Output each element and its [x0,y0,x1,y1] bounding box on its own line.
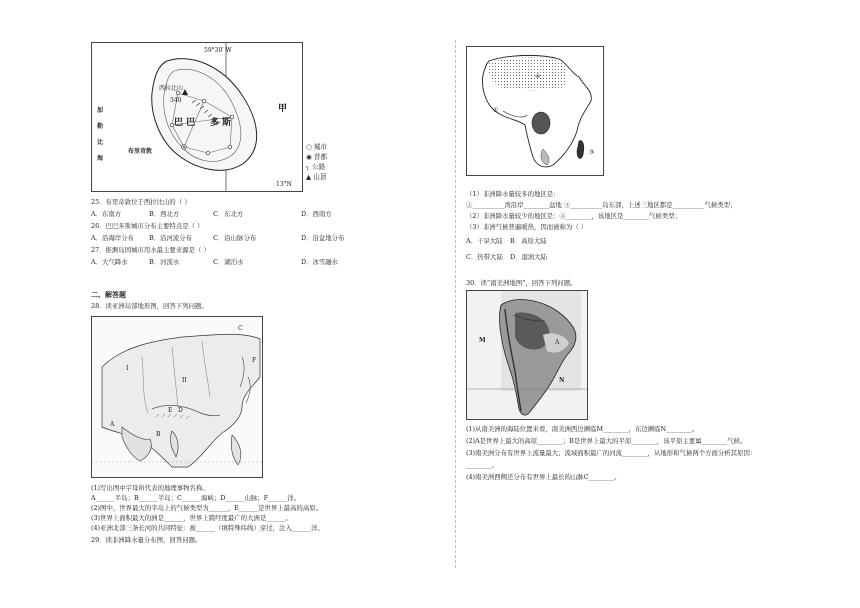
q25-option-a[interactable]: A．东南方 [91,210,122,218]
q26-option-b[interactable]: B．沿河流分布 [149,234,193,242]
q28-line-2: A______半岛；B______半岛；C______海峡；D______山脉；F______洋。 [91,494,301,502]
q29-option-d[interactable]: D．湿润大陆 [510,253,548,261]
q29-option-b[interactable]: B．高原大陆 [510,237,547,245]
q25-option-c[interactable]: C．东北方 [213,210,244,218]
q27-option-c[interactable]: C．湖泊水 [213,258,244,266]
q29-option-c[interactable]: C．热带大陆 [466,253,503,261]
africa-map [466,46,604,176]
section-heading: 二、解答题 [91,290,126,299]
q27-option-a[interactable]: A．大气降水 [91,258,128,266]
q28-line-4: (3)世界上面积最大的洲是______，世界上跨经度最广的大洲是______。 [91,514,292,522]
south-america-map-drawing [467,291,587,419]
asia-label-i: I [126,365,129,372]
town-label: 布里奇敦 [128,148,153,155]
country-name-right: 多 斯 [210,118,232,128]
sea-label-1: 加 [97,107,104,114]
q28-stem: 28．读亚洲局部地形图，回答下列问题。 [91,302,208,310]
q29-line-2: ①__________湾沿岸________盆地 ③__________岛东部，上述三地区都是__________气候类型； [466,201,737,209]
africa-map-drawing [467,47,603,175]
legend-item-road: ╮ 公路 [306,163,326,171]
q28-line-1: (1)写出图中字母所代表的地理事物名称。 [91,484,209,492]
q29-line-4: （3）非洲气候普遍暖热，因而被称为（ ） [466,223,588,231]
asia-map [91,316,263,478]
sea-label-2: 勒 [97,123,104,130]
sa-label-n: N [559,377,565,384]
sa-label-m: M [479,337,486,344]
q30-stem: 30．读“南美洲地图”，回答下列问题。 [466,279,577,287]
asia-label-c: C [238,325,243,332]
peak-height-label: 340 [170,97,182,104]
asia-label-a: A [110,421,115,428]
q30-line-5: (4)南美洲西侧还分布有世界上最长的山脉C________。 [466,473,621,481]
africa-label-4: ④ [535,73,541,80]
q30-line-2: (2)A是世界上最大的高原________；B是世界上最大的平原________，该平原主要属________气候。 [466,437,747,445]
capital-icon: ◉ [306,153,312,161]
sea-label-4: 海 [97,155,104,162]
asia-label-d: D [178,407,183,414]
asia-map-drawing [92,317,262,477]
africa-label-1: ① [493,107,499,114]
q30-line-4: ________。 [466,461,498,469]
q27-option-b[interactable]: B．河流水 [149,258,180,266]
q25-option-b[interactable]: B．西北方 [149,210,180,218]
road-icon: ╮ [306,163,310,171]
barbados-map-drawing [92,43,302,191]
peak-label: 西拉比山 [159,85,184,92]
barbados-map [91,42,303,192]
city-icon: ○ [306,143,312,151]
asia-label-ii: II [182,377,187,384]
q29-option-a[interactable]: A．干旱大陆 [466,237,503,245]
asia-label-b: B [156,431,161,438]
q30-line-3: (3)南美洲分布有世界上流量最大、流域面积最广的河流________，从地形和气候两个方面分析其原因： [466,449,757,457]
asia-label-e: E [168,407,173,414]
q26-option-c[interactable]: C．沿山脉分布 [213,234,257,242]
asia-label-f: F [252,357,257,364]
q26-option-d[interactable]: D．沿盆地分布 [301,234,345,242]
q29-line-1: （1）非洲降水量较多的地区是： [466,190,560,198]
q29-stem: 29．读非洲降水量分布图，回答问题。 [91,536,202,544]
q28-line-3: (2)图中，世界最大的半岛上的气候类型为______，E______是世界上最高的高原。 [91,504,322,512]
q28-line-5: (4)亚洲北部三条长河的共同特征：被______（填特殊纬线）穿过，注入______洋。 [91,524,324,532]
q25-option-d[interactable]: D．西南方 [301,210,332,218]
africa-label-3: ③ [589,149,595,156]
legend-item-city: ○ 城市 [306,143,328,151]
q25-stem: 25．布里奇敦位于西拉比山的（ ） [91,198,191,206]
side-label: 甲 [278,104,288,114]
latitude-label: 13°N [276,181,292,188]
q29-options-row-2 [466,253,547,261]
peak-icon: ▲ [306,173,312,181]
q29-options-row-1 [466,237,547,245]
q26-stem: 26．巴巴多斯城市分布主要特点是（ ） [91,222,204,230]
q27-option-d[interactable]: D．冰雪融水 [301,258,339,266]
q25-options [91,210,332,218]
q26-options [91,234,344,242]
sea-label-3: 比 [97,139,104,146]
longitude-label: 59°30′ W [204,47,232,54]
q30-line-1: (1)从南美洲的海陆位置来看，南美洲西边濒临M________，东边濒临N________。 [466,425,699,433]
sa-label-a: A [555,339,560,346]
q26-option-a[interactable]: A．沿海岸分布 [91,234,134,242]
barbados-legend [306,142,327,182]
south-america-map [466,290,588,420]
legend-item-capital: ◉ 首都 [306,153,328,161]
q27-options [91,258,338,266]
column-divider [455,40,456,568]
legend-item-peak: ▲ 山顶 [306,173,327,181]
q27-stem: 27．推测岛国城市用水最主要来源是（ ） [91,246,210,254]
q29-line-3: （2）非洲降水量较少的地区是：④________，该地区是________气候类型； [466,212,681,220]
country-name-left: 巴 巴 [174,118,196,128]
